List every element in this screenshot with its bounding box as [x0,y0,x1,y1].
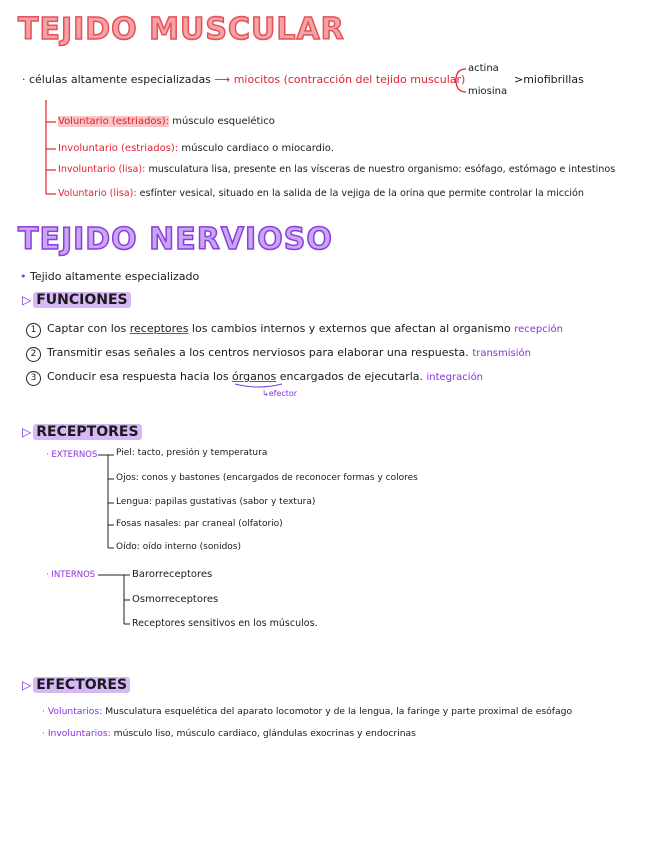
interno-item: Receptores sensitivos en los músculos. [132,618,318,629]
muscular-title: TEJIDO MUSCULAR [18,12,345,47]
interno-item: Osmorreceptores [132,594,219,605]
externo-item: Ojos: conos y bastones (encargados de reconocer formas y colores [116,473,418,483]
bracket-lines [456,69,466,92]
nervioso-intro: • Tejido altamente especializado [20,270,200,283]
receptores-heading: ▷ RECEPTORES [22,424,142,440]
triangle-right-icon: ▷ [22,678,32,692]
miosina-label: miosina [468,86,508,97]
efector-item: · Voluntarios: Musculatura esquelética del aparato locomotor y de la lengua, la faringe y parte proximal de esófago [42,706,573,717]
triangle-right-icon: ▷ [22,293,32,307]
actina-label: actina [468,63,499,74]
funciones-heading: ▷ FUNCIONES [22,292,131,308]
interno-item: Barorreceptores [132,569,213,580]
funcion-item: 1 Captar con los receptores los cambios internos y externos que afectan al organismo recepción [26,322,563,338]
muscle-type-row: Voluntario (estriados): músculo esquelético [58,116,275,127]
externo-item: Oído: oído interno (sonidos) [116,542,241,552]
organos-underline [235,384,282,387]
arrow-right-icon: ⟶ [214,73,231,86]
muscle-tree-lines [46,100,56,194]
internos-label: · INTERNOS [46,570,96,580]
muscular-intro-b: miocitos (contracción del tejido muscular) [233,73,466,86]
nervioso-title: TEJIDO NERVIOSO [18,222,333,257]
angle-bracket-icon: > [514,73,524,86]
externo-item: Lengua: papilas gustativas (sabor y textura) [116,497,316,507]
externo-item: Fosas nasales: par craneal (olfatorio) [116,519,283,529]
externos-label: · EXTERNOS [46,450,98,460]
efectores-heading: ▷ EFECTORES [22,677,130,693]
muscular-intro-a: · células altamente especializadas [22,73,211,86]
triangle-right-icon: ▷ [22,425,32,439]
bullet-icon: • [20,270,27,283]
internos-tree-lines [98,575,130,624]
funcion-item: 2 Transmitir esas señales a los centros nerviosos para elaborar una respuesta. transmisión [26,346,531,362]
muscle-type-row: Involuntario (lisa): musculatura lisa, presente en las vísceras de nuestro organismo: esófago, estómago e intestinos [58,164,616,175]
muscle-type-row: Voluntario (lisa): esfínter vesical, situado en la salida de la vejiga de la orina que permite controlar la micción [58,188,584,199]
miofibrillas-label: >miofibrillas [514,73,584,86]
externo-item: Piel: tacto, presión y temperatura [116,448,268,458]
muscle-type-row: Involuntario (estriados): músculo cardiaco o miocardio. [58,143,334,154]
arrow-curve-icon: ↳ [262,389,269,398]
externos-tree-lines [98,455,114,548]
funcion-item: 3 Conducir esa respuesta hacia los órganos encargados de ejecutarla. integración [26,370,483,386]
efector-note: ↳efector [262,389,298,398]
efector-item: · Involuntarios: músculo liso, músculo cardiaco, glándulas exocrinas y endocrinas [42,728,416,739]
